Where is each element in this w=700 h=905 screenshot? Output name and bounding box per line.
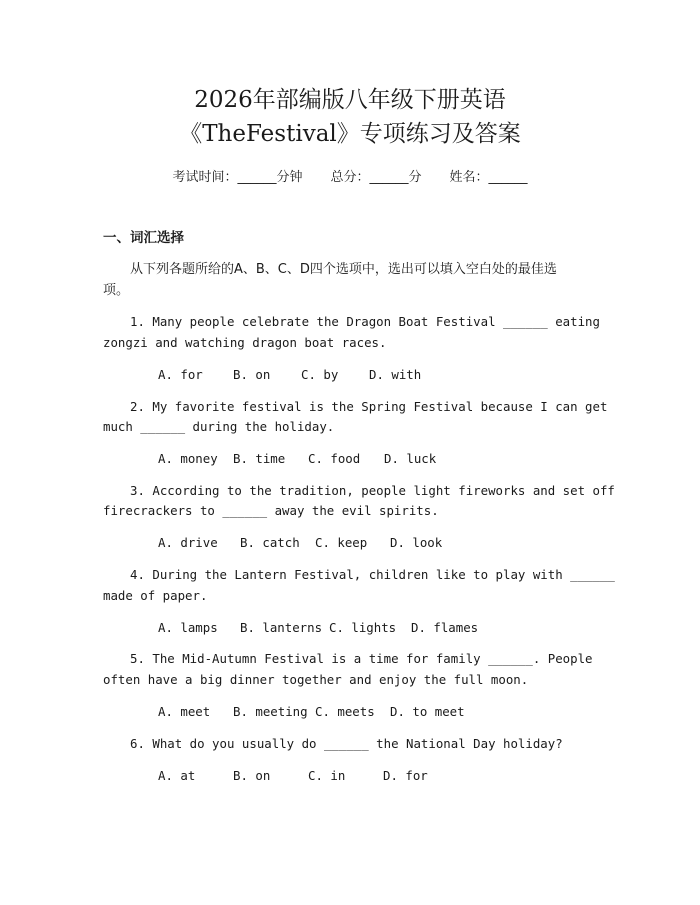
q4-option-a: A. lamps bbox=[158, 620, 218, 635]
q4-option-d: D. flames bbox=[411, 620, 479, 635]
question-3-options bbox=[158, 534, 442, 552]
question-4-line-1: 4. During the Lantern Festival, children like to play with ______ bbox=[130, 567, 615, 582]
q6-option-b: B. on bbox=[233, 768, 271, 783]
title-line-2: 《TheFestival》专项练习及答案 bbox=[179, 121, 521, 147]
q5-option-b: B. meeting bbox=[233, 704, 308, 719]
q3-option-a: A. drive bbox=[158, 535, 218, 550]
q3-option-c: C. keep bbox=[315, 535, 368, 550]
q3-option-d: D. look bbox=[390, 535, 443, 550]
q2-option-b: B. time bbox=[233, 451, 286, 466]
question-6-line-1: 6. What do you usually do ______ the National Day holiday? bbox=[130, 736, 563, 751]
q2-option-a: A. money bbox=[158, 451, 218, 466]
question-2-options bbox=[158, 450, 436, 468]
q1-option-c: C. by bbox=[301, 367, 339, 382]
exam-time: 考试时间：______分钟 bbox=[172, 170, 303, 185]
question-3-line-1: 3. According to the tradition, people light fireworks and set off bbox=[130, 483, 615, 498]
q3-option-b: B. catch bbox=[240, 535, 300, 550]
exam-info bbox=[0, 169, 700, 187]
exam-score: 总分：______分 bbox=[330, 170, 422, 185]
question-2-line-2: much ______ during the holiday. bbox=[103, 419, 335, 434]
question-5-line-2: often have a big dinner together and enjoy the full moon. bbox=[103, 672, 529, 687]
title-line-1: 2026年部编版八年级下册英语 bbox=[194, 87, 506, 113]
q5-option-a: A. meet bbox=[158, 704, 211, 719]
question-3-line-2: firecrackers to ______ away the evil spirits. bbox=[103, 503, 439, 518]
section-heading: 一、词汇选择 bbox=[103, 230, 184, 246]
question-1-options bbox=[158, 366, 421, 384]
q2-option-c: C. food bbox=[308, 451, 361, 466]
q1-option-d: D. with bbox=[369, 367, 422, 382]
q4-option-c: C. lights bbox=[329, 620, 397, 635]
q4-option-b: B. lanterns bbox=[240, 620, 323, 635]
q6-option-d: D. for bbox=[383, 768, 428, 783]
q1-option-a: A. for bbox=[158, 367, 203, 382]
q5-option-c: C. meets bbox=[315, 704, 375, 719]
question-2-line-1: 2. My favorite festival is the Spring Festival because I can get bbox=[130, 399, 608, 414]
question-5-options bbox=[158, 703, 465, 721]
q6-option-c: C. in bbox=[308, 768, 346, 783]
question-5-line-1: 5. The Mid-Autumn Festival is a time for family ______. People bbox=[130, 651, 593, 666]
instruction-line-2: 项。 bbox=[103, 283, 130, 298]
instruction-line-1: 从下列各题所给的A、B、C、D四个选项中，选出可以填入空白处的最佳选 bbox=[130, 262, 557, 277]
question-1-line-1: 1. Many people celebrate the Dragon Boat Festival ______ eating bbox=[130, 314, 600, 329]
question-4-line-2: made of paper. bbox=[103, 588, 208, 603]
q2-option-d: D. luck bbox=[384, 451, 437, 466]
exam-name: 姓名：______ bbox=[449, 170, 528, 185]
question-6-options bbox=[158, 767, 428, 785]
question-1-line-2: zongzi and watching dragon boat races. bbox=[103, 335, 387, 350]
q1-option-b: B. on bbox=[233, 367, 271, 382]
question-4-options bbox=[158, 619, 478, 637]
q5-option-d: D. to meet bbox=[390, 704, 465, 719]
q6-option-a: A. at bbox=[158, 768, 196, 783]
